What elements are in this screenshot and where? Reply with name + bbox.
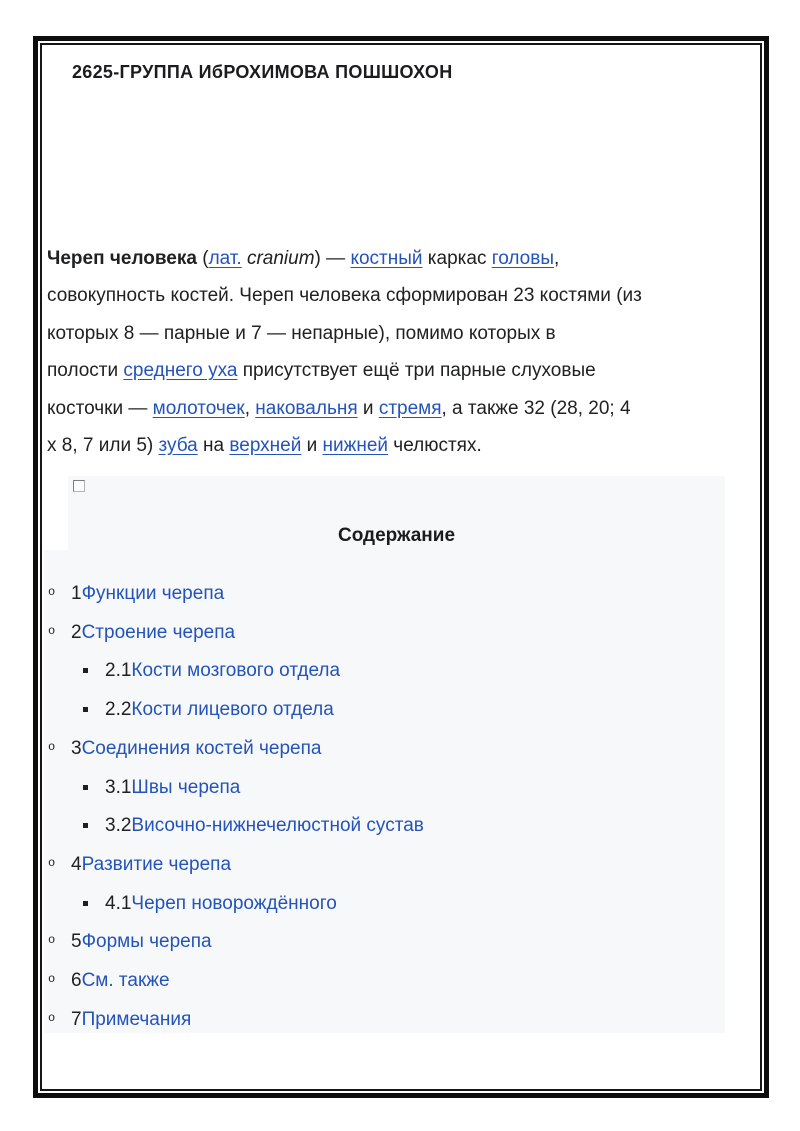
text-segment: и: [357, 397, 379, 419]
circle-bullet-icon: o: [48, 972, 56, 986]
wiki-link[interactable]: нижней: [322, 434, 389, 456]
toc-link[interactable]: Височно-нижнечелюстной сустав: [131, 815, 424, 837]
toc-item-text: [105, 775, 240, 800]
toc-item: [0, 929, 726, 959]
text-segment: совокупность костей. Череп человека сформирован 23 костями (из: [47, 285, 642, 307]
circle-bullet-icon: o: [48, 855, 56, 870]
text-segment: ) —: [314, 248, 351, 269]
toc-item: [0, 813, 726, 843]
square-bullet-icon: [83, 668, 88, 673]
toc-number: 2: [71, 621, 82, 643]
toc-item-text: [71, 620, 235, 645]
toc-number: 3.1: [105, 776, 132, 798]
toc-link[interactable]: Череп новорождённого: [131, 892, 337, 914]
toc-item-text: [71, 581, 224, 606]
toc-link[interactable]: Функции черепа: [81, 583, 225, 604]
circle-bullet-icon: o: [48, 585, 56, 599]
toc-item-text: [71, 1007, 191, 1032]
toc-number: 3: [71, 737, 82, 759]
toc-link[interactable]: См. также: [81, 970, 170, 991]
toc-item: [0, 620, 726, 650]
text-segment: ,: [244, 397, 256, 419]
text-segment: Череп человека: [47, 248, 197, 269]
text-segment: на: [197, 434, 230, 456]
toc-item: [0, 852, 726, 882]
toc-link[interactable]: Швы черепа: [131, 776, 241, 798]
toc-item-text: [71, 968, 170, 993]
text-segment: и: [301, 434, 323, 456]
toc-item: [0, 697, 726, 727]
text-segment: косточки —: [47, 397, 153, 419]
wiki-link[interactable]: костный: [350, 248, 423, 269]
square-bullet-icon: [83, 901, 88, 906]
wiki-link[interactable]: зуба: [158, 434, 198, 456]
wiki-link[interactable]: молоточек: [152, 397, 245, 419]
toc-item: [0, 658, 726, 688]
wiki-link[interactable]: стремя: [378, 397, 442, 419]
circle-bullet-icon: o: [48, 933, 56, 948]
text-segment: х 8, 7 или 5): [47, 434, 159, 456]
toc-item-text: [105, 891, 337, 916]
toc-link[interactable]: Кости мозгового отдела: [131, 660, 341, 682]
toc-link[interactable]: Кости лицевого отдела: [131, 699, 334, 721]
text-segment: челюстях.: [388, 434, 482, 456]
toc-number: 6: [71, 970, 82, 991]
toc-item-text: [105, 658, 340, 683]
text-segment: ,: [554, 248, 560, 269]
toc-link[interactable]: Примечания: [81, 1008, 192, 1030]
toc-number: 1: [71, 583, 82, 604]
text-segment: присутствует ещё три парные слуховые: [237, 360, 596, 382]
toc-number: 3.2: [105, 815, 132, 837]
text-segment: (: [196, 248, 209, 269]
toc-number: 7: [71, 1008, 82, 1030]
toc-number: 4.1: [105, 892, 132, 914]
toc-item: [0, 775, 726, 805]
toc-link[interactable]: Формы черепа: [81, 931, 212, 953]
square-bullet-icon: [83, 785, 88, 790]
toc-link[interactable]: Соединения костей черепа: [81, 737, 322, 759]
toc-item-text: [105, 813, 424, 838]
toc-link[interactable]: Строение черепа: [81, 621, 236, 643]
toc-item: [0, 1007, 726, 1037]
toc-number: 5: [71, 931, 82, 953]
toc-heading: Содержание: [337, 525, 456, 546]
document-title: 2625-ГРУППА ИбРОХИМОВА ПОШШОХОН: [72, 62, 453, 82]
toc-item-text: [71, 736, 321, 761]
text-segment: которых 8 — парные и 7 — непарные), помимо которых в: [47, 322, 556, 344]
square-bullet-icon: [83, 707, 88, 712]
circle-bullet-icon: o: [48, 739, 56, 754]
toc-number: 2.2: [105, 699, 132, 721]
toc-item: [0, 736, 726, 766]
wiki-link[interactable]: наковальня: [255, 397, 358, 419]
wiki-link[interactable]: лат.: [208, 248, 242, 269]
wiki-link[interactable]: верхней: [229, 434, 302, 456]
toc-number: 2.1: [105, 660, 132, 682]
toc-number: 4: [71, 853, 82, 875]
text-segment: cranium: [246, 248, 315, 269]
toc-item-text: [71, 852, 231, 877]
circle-bullet-icon: o: [48, 623, 56, 638]
toc-item: [0, 968, 726, 998]
wiki-link[interactable]: среднего уха: [123, 360, 238, 382]
text-segment: каркас: [422, 248, 492, 269]
square-bullet-icon: [83, 823, 88, 828]
toc-item-text: [71, 929, 212, 954]
toc-link[interactable]: Развитие черепа: [81, 853, 232, 875]
wiki-link[interactable]: головы: [491, 248, 554, 269]
toc-item: [0, 581, 726, 611]
toc-item-text: [105, 697, 334, 722]
text-segment: полости: [47, 360, 124, 382]
circle-bullet-icon: o: [48, 1010, 56, 1025]
toc-item: [0, 891, 726, 921]
text-segment: , а также 32 (28, 20; 4: [441, 397, 631, 419]
